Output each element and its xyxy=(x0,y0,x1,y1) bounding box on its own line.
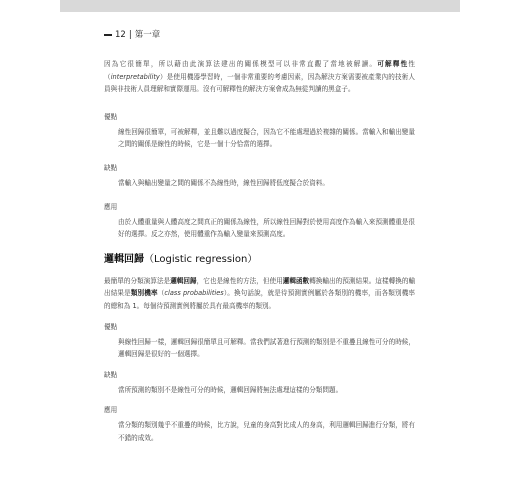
logistic-pros-label: 優點 xyxy=(104,322,118,331)
logistic-text-c: 轉換輸出的預測結果。這樣轉換的輸出結果是 xyxy=(104,276,416,298)
linear-applications-label: 應用 xyxy=(104,202,118,211)
page-number: 12 xyxy=(115,30,126,40)
header-rule-mark xyxy=(104,34,112,36)
section-heading-logistic-regression xyxy=(104,253,415,267)
linear-cons-text: 當輸入與輸出變量之間的關係不為線性時，線性回歸將低度擬合於資料。 xyxy=(118,178,329,187)
top-gray-band xyxy=(60,0,460,12)
term-logistic-regression: 邏輯回歸 xyxy=(170,276,197,285)
linear-pros-label: 優點 xyxy=(104,112,118,121)
header-separator: | xyxy=(128,30,132,40)
linear-pros-text: 線性回歸很簡單，可被解釋，並且難以過度擬合，因為它不能處理過於複雜的關係。當輸入和輸出變量之間的關係是線性的時候，它是一個十分恰當的選擇。 xyxy=(118,127,415,149)
logistic-cons-text: 當所預測的類別不是線性可分的時候，邏輯回歸將無法處理這樣的分類問題。 xyxy=(118,385,343,394)
logistic-pros-text: 與線性回歸一樣，邏輯回歸很簡單且可解釋。當我們試著進行預測的類別是不重疊且線性可分的時候，邏輯回歸是很好的一個選擇。 xyxy=(118,337,415,359)
intro-text-1: 因為它很簡單，所以藉由此演算法建出的關係模型可以非常直觀了當地被解讀。 xyxy=(104,60,378,68)
logistic-text-a: 最簡單的分類演算法是 xyxy=(104,276,171,285)
term-class-probabilities-english: class probabilities xyxy=(164,289,224,298)
intro-text-2: 性（ xyxy=(104,60,416,81)
logistic-text-d: （ xyxy=(157,289,165,298)
page-header xyxy=(104,28,414,42)
term-class-probabilities: 類別機率 xyxy=(130,289,158,298)
linear-applications-text: 由於人體重量與人體高度之間真正的關係為線性，所以線性回歸對於使用高度作為輸入來預測體重是很好的選擇。反之亦然，使用體重作為輸入變量來預測高度。 xyxy=(118,217,415,239)
section-heading-latin: （Logistic regression） xyxy=(144,253,258,265)
logistic-text-e: ）。換句話說，就是待預測實例屬於各類別的機率，而各類別機率的總和為 1。每個待預測實例將屬於具有最高機率的類別。 xyxy=(104,289,416,310)
logistic-applications-text: 當分類的類別幾乎不重疊的時候，比方說，兒童的身高對比成人的身高，利用邏輯回歸進行分類，將有不錯的成效。 xyxy=(118,421,415,442)
logistic-intro-paragraph xyxy=(104,275,415,313)
logistic-applications-label: 應用 xyxy=(104,406,118,415)
logistic-cons-label: 缺點 xyxy=(104,370,118,379)
term-interpretability-english: interpretability xyxy=(110,72,160,81)
page-body xyxy=(104,58,415,445)
linear-cons-label: 缺點 xyxy=(104,163,118,172)
intro-paragraph xyxy=(104,58,415,96)
term-interpretability: 可解釋性 xyxy=(377,60,409,68)
chapter-title: 第一章 xyxy=(134,30,161,40)
logistic-text-b: ，它也是線性的方法，但使用 xyxy=(196,276,283,285)
term-logistic-function: 邏輯函數 xyxy=(282,276,310,285)
intro-text-3: ）是使用機器學習時，一個非常重要的考慮因素，因為解決方案需要被產業內的技術人員與非技術人員理解和實際運用。沒有可解釋性的解決方案會成為無從判讀的黑盒子。 xyxy=(104,72,416,94)
section-heading-cjk: 邏輯回歸 xyxy=(104,253,144,265)
